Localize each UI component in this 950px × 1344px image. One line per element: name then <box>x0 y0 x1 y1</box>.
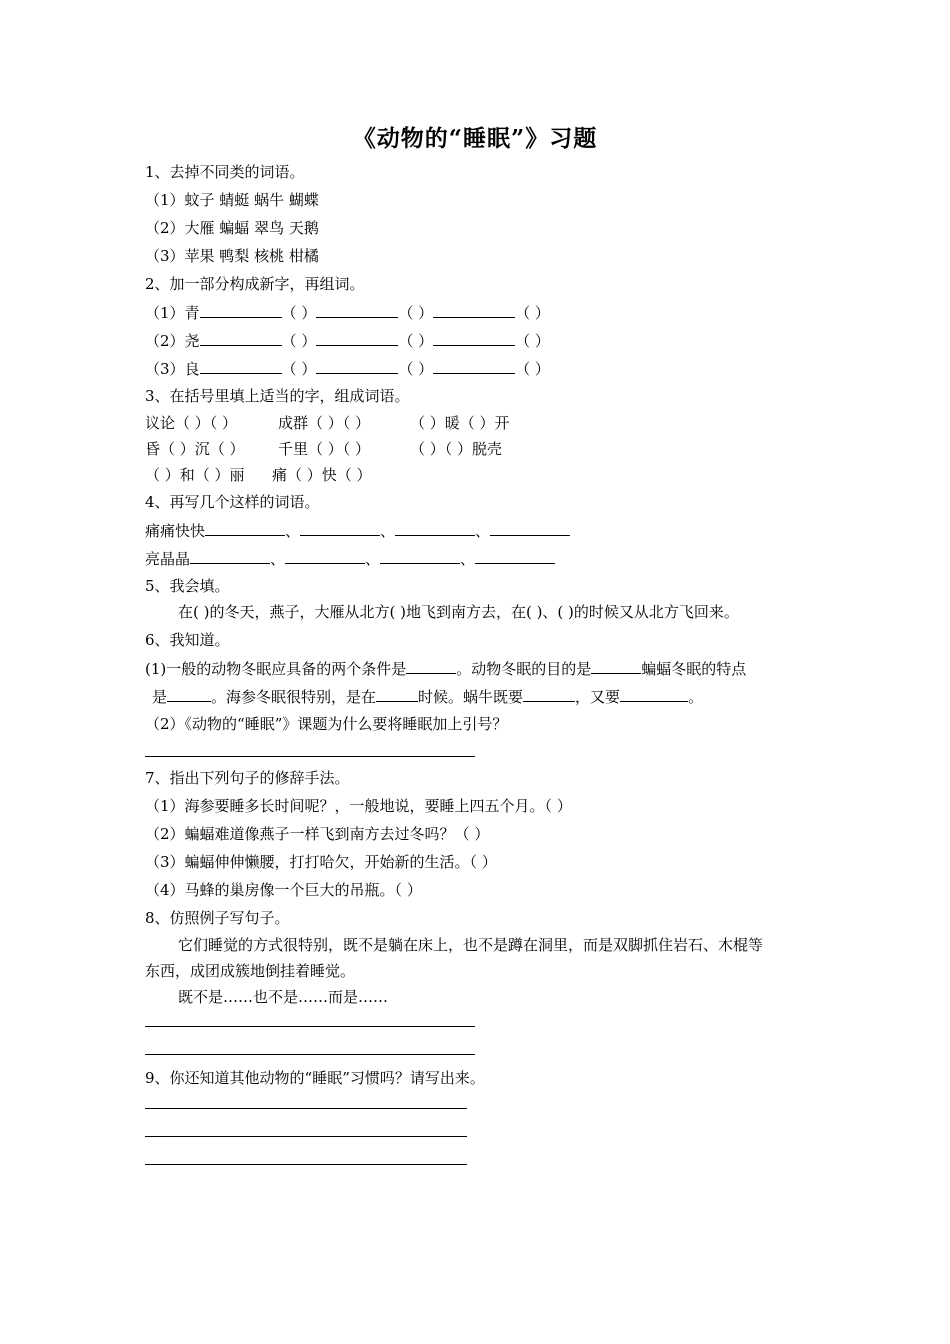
paren: （ ） <box>398 360 434 378</box>
answer-line[interactable] <box>145 1136 467 1137</box>
q6-text: 时候。蜗牛既要 <box>418 688 524 706</box>
q1-item: （1）蚊子 蜻蜓 蜗牛 蝴蝶 <box>145 191 319 209</box>
q3-cell: （ ）（ ）脱壳 <box>410 440 503 458</box>
paren: （ ） <box>398 304 434 322</box>
q4-heading: 4、再写几个这样的词语。 <box>145 493 320 511</box>
page-title: 《动物的“睡眠”》习题 <box>352 125 598 152</box>
separator: 、 <box>270 550 286 568</box>
fill-blank[interactable] <box>316 358 398 374</box>
paren: （ ） <box>281 360 317 378</box>
q9-heading: 9、你还知道其他动物的“睡眠”习惯吗？请写出来。 <box>145 1069 485 1087</box>
fill-blank[interactable] <box>300 520 380 536</box>
separator: 、 <box>380 522 396 540</box>
fill-blank[interactable] <box>523 686 575 702</box>
q3-cell: 议论（ ）（ ） <box>145 414 238 432</box>
q3-cell: 成群（ ）（ ） <box>278 414 371 432</box>
q6-line <box>145 658 746 679</box>
fill-blank[interactable] <box>433 330 515 346</box>
q7-item: （1）海参要睡多长时间呢？，一般地说，要睡上四五个月。（ ） <box>145 797 572 815</box>
q3-cell: 千里（ ）（ ） <box>278 440 371 458</box>
q4-word: 亮晶晶 <box>145 550 191 568</box>
q2-row <box>145 330 550 351</box>
q3-cell: （ ）和（ ）丽 <box>145 466 245 484</box>
paren: （ ） <box>281 304 317 322</box>
fill-blank[interactable] <box>316 302 398 318</box>
answer-line[interactable] <box>145 1054 475 1055</box>
fill-blank[interactable] <box>376 686 418 702</box>
q7-item: （4）马蜂的巢房像一个巨大的吊瓶。（ ） <box>145 881 422 899</box>
fill-blank[interactable] <box>380 548 460 564</box>
q8-pattern: 既不是……也不是……而是…… <box>178 988 389 1006</box>
q4-word: 痛痛快快 <box>145 522 206 540</box>
q4-row <box>145 548 555 569</box>
fill-blank[interactable] <box>433 358 515 374</box>
answer-line[interactable] <box>145 1108 467 1109</box>
q1-item: （3）苹果 鸭梨 核桃 柑橘 <box>145 247 319 265</box>
q7-heading: 7、指出下列句子的修辞手法。 <box>145 769 350 787</box>
paren: （ ） <box>515 360 550 378</box>
fill-blank[interactable] <box>406 658 456 674</box>
fill-blank[interactable] <box>200 358 282 374</box>
paren: （ ） <box>398 332 434 350</box>
q3-heading: 3、在括号里填上适当的字，组成词语。 <box>145 387 410 405</box>
q2-row <box>145 302 550 323</box>
q6-line <box>152 686 703 707</box>
q6-text: (1)一般的动物冬眠应具备的两个条件是 <box>145 660 407 678</box>
fill-blank[interactable] <box>490 520 570 536</box>
separator: 、 <box>285 522 301 540</box>
q1-heading: 1、去掉不同类的词语。 <box>145 163 305 181</box>
fill-blank[interactable] <box>395 520 475 536</box>
answer-line[interactable] <box>145 1026 475 1027</box>
fill-blank[interactable] <box>316 330 398 346</box>
q8-example: 东西，成团成簇地倒挂着睡觉。 <box>145 962 356 980</box>
q2-label: （1）青 <box>145 304 200 322</box>
q6-text: 。动物冬眠的目的是 <box>456 660 592 678</box>
q4-row <box>145 520 570 541</box>
q5-heading: 5、我会填。 <box>145 577 230 595</box>
q2-row <box>145 358 550 379</box>
q7-item: （3）蝙蝠伸伸懒腰，打打哈欠，开始新的生活。（ ） <box>145 853 497 871</box>
fill-blank[interactable] <box>190 548 270 564</box>
fill-blank[interactable] <box>285 548 365 564</box>
q6-heading: 6、我知道。 <box>145 631 230 649</box>
separator: 、 <box>475 522 491 540</box>
separator: 、 <box>365 550 381 568</box>
q6-text: 。 <box>688 688 704 706</box>
fill-blank[interactable] <box>200 302 282 318</box>
answer-line[interactable] <box>145 756 475 757</box>
q2-label: （3）良 <box>145 360 200 378</box>
q3-cell: 昏（ ）沉（ ） <box>145 440 245 458</box>
q6-text: 蝙蝠冬眠的特点 <box>641 660 747 678</box>
q2-heading: 2、加一部分构成新字，再组词。 <box>145 275 365 293</box>
fill-blank[interactable] <box>205 520 285 536</box>
separator: 、 <box>460 550 476 568</box>
q5-text: 在( )的冬天，燕子，大雁从北方( )地飞到南方去，在( )、( )的时候又从北方飞回来。 <box>178 603 739 621</box>
paren: （ ） <box>281 332 317 350</box>
q3-cell: （ ）暖（ ）开 <box>410 414 510 432</box>
fill-blank[interactable] <box>620 686 688 702</box>
q1-item: （2）大雁 蝙蝠 翠鸟 天鹅 <box>145 219 319 237</box>
fill-blank[interactable] <box>591 658 641 674</box>
fill-blank[interactable] <box>200 330 282 346</box>
fill-blank[interactable] <box>475 548 555 564</box>
q6-text: ，又要 <box>575 688 621 706</box>
q6-text: 是 <box>152 688 168 706</box>
q2-label: （2）尧 <box>145 332 200 350</box>
q7-item: （2）蝙蝠难道像燕子一样飞到南方去过冬吗？（ ） <box>145 825 490 843</box>
answer-line[interactable] <box>145 1164 467 1165</box>
q6-item: （2）《动物的“睡眠”》课题为什么要将睡眠加上引号？ <box>145 715 508 733</box>
q3-cell: 痛（ ）快（ ） <box>272 466 372 484</box>
fill-blank[interactable] <box>167 686 211 702</box>
q8-example: 它们睡觉的方式很特别，既不是躺在床上，也不是蹲在洞里，而是双脚抓住岩石、木棍等 <box>178 936 764 954</box>
q6-text: 。海参冬眠很特别，是在 <box>211 688 377 706</box>
fill-blank[interactable] <box>433 302 515 318</box>
paren: （ ） <box>515 304 550 322</box>
q8-heading: 8、仿照例子写句子。 <box>145 909 290 927</box>
paren: （ ） <box>515 332 550 350</box>
